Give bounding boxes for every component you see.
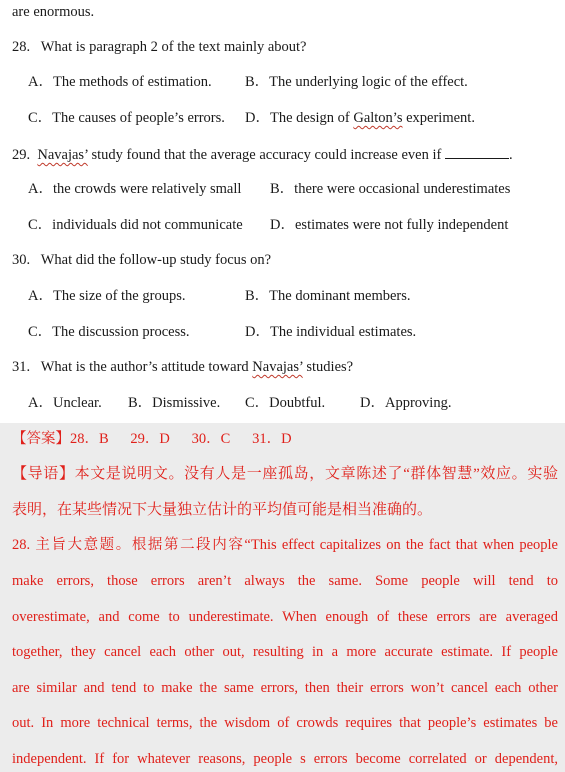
analysis-head: 28. 主旨大意题。根据第二段内容“ [12,537,251,553]
wavy-word: Galton’s [353,110,403,126]
option-28-b: B．The underlying logic of the effect. [245,74,468,90]
option-30-d: D．The individual estimates. [245,324,417,340]
analysis-line-4: together, they cancel each other out, resulting in a more accurate estimate. If people [12,644,558,660]
question-number: 31. [12,359,31,375]
answer-line: 【答案】28．B 29．D 30．C 31．D [12,431,292,447]
analysis-line-6: out. In more technical terms, the wisdom of crowds requires that people’s estimates be [12,715,558,731]
question-30 [12,250,557,270]
question-stem: What did the follow-up study focus on? [40,252,272,268]
question-29: 29. Navajas’ study found that the average accuracy could increase even if . [12,144,557,165]
option-29-b: B．there were occasional underestimates [270,181,511,197]
question-stem: What is paragraph 2 of the text mainly about? [40,39,307,55]
answer-tag: 【答案】 [12,431,70,447]
question-28 [12,37,557,57]
option-30-c: C．The discussion process. [28,324,190,340]
option-29-c: C．individuals did not communicate [28,217,243,233]
intro-text: are enormous. [12,4,95,20]
wavy-word: Navajas’ [37,147,88,163]
guide-line-1: 【导语】本文是说明文。没有人是一座孤岛，文章陈述了“群体智慧”效应。实验 [12,466,558,482]
wavy-word: Navajas’ [252,359,303,375]
option-28-c: C．The causes of people’s errors. [28,110,225,126]
option-31-d: D．Approving. [360,395,452,411]
analysis-line-7: independent. If for whatever reasons, people s errors become correlated or dependent, [12,751,558,767]
question-number: 29. [12,147,31,163]
analysis-line-2: make errors, those errors aren’t always the same. Some people will tend to [12,573,558,589]
question-number: 28. [12,39,31,55]
answer-blank [445,144,509,159]
option-29-a: A．the crowds were relatively small [28,181,242,197]
option-30-a: A．The size of the groups. [28,288,186,304]
option-28-a: A．The methods of estimation. [28,74,212,90]
option-31-b: B．Dismissive. [128,395,221,411]
option-31-c: C．Doubtful. [245,395,326,411]
option-31-a: A．Unclear. [28,395,102,411]
analysis-line-3: overestimate, and come to underestimate. When enough of these errors are averaged [12,609,558,625]
guide-tag: 【导语】 [12,466,75,482]
option-28-d: D．The design of Galton’s experiment. [245,110,475,126]
option-30-b: B．The dominant members. [245,288,411,304]
guide-line-2: 表明，在某些情况下大量独立估计的平均值可能是相当准确的。 [12,502,433,518]
analysis-line-1: 28. 主旨大意题。根据第二段内容“This effect capitalizes on the fact that when people [12,537,558,553]
question-31: 31. What is the author’s attitude toward Navajas’ studies? [12,359,354,375]
question-stem: study found that the average accuracy could increase even if [91,147,442,163]
option-29-d: D．estimates were not fully independent [270,217,509,233]
question-number: 30. [12,252,31,268]
analysis-line-5: are similar and tend to make the same errors, then their errors won’t cancel each other [12,680,558,696]
